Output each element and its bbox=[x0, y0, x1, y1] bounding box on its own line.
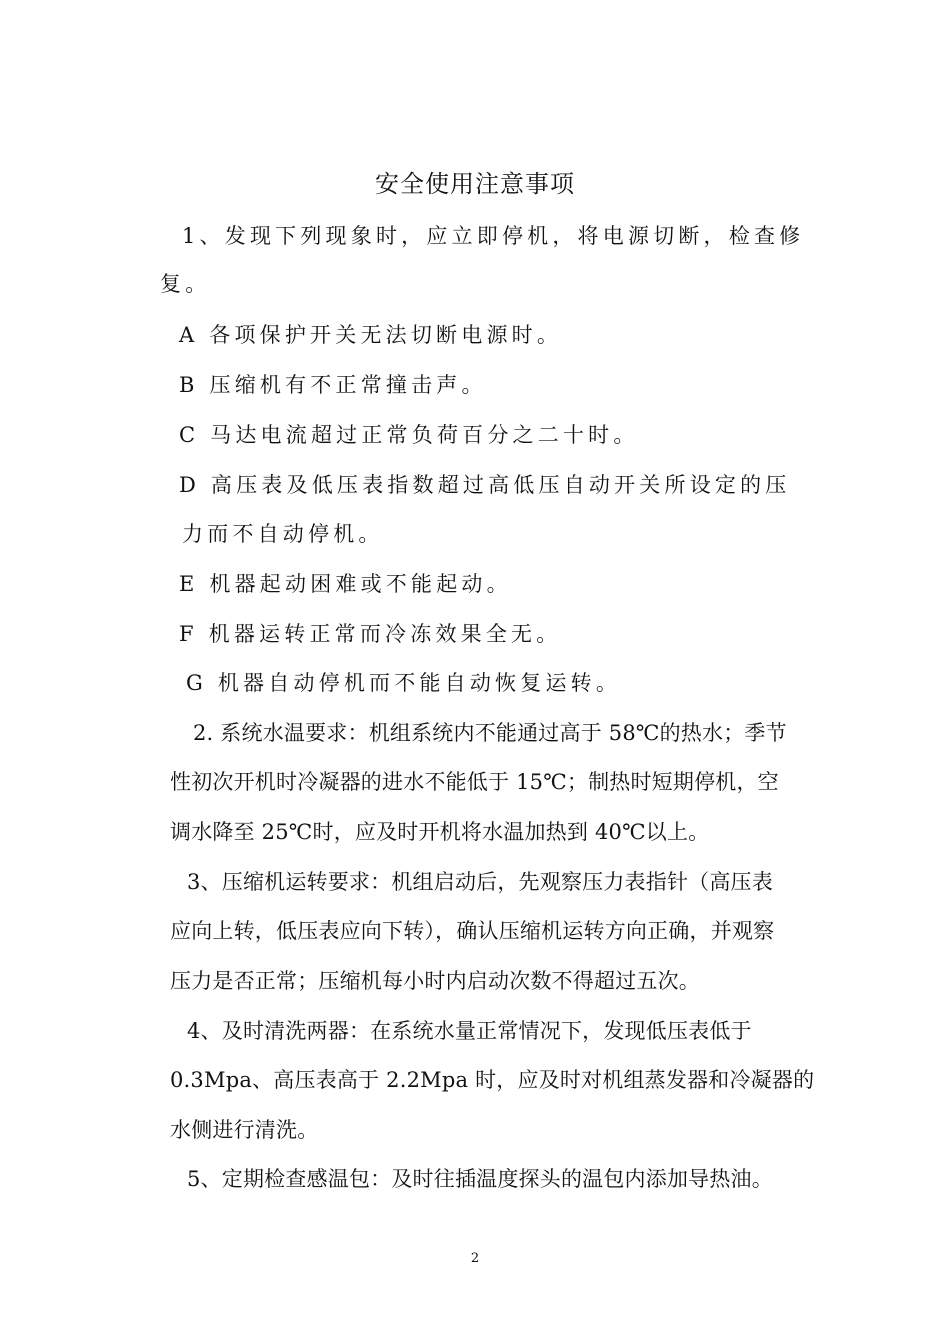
item-a: A 各项保护开关无法切断电源时。 bbox=[179, 323, 563, 347]
item-d-line-2: 力而不自动停机。 bbox=[182, 522, 384, 546]
item-2-line-2: 性初次开机时冷凝器的进水不能低于 15℃；制热时短期停机，空 bbox=[170, 770, 779, 794]
item-4-line-2: 0.3Mpa、高压表高于 2.2Mpa 时，应及时对机组蒸发器和冷凝器的 bbox=[170, 1068, 815, 1092]
item-b: B 压缩机有不正常撞击声。 bbox=[179, 373, 487, 397]
item-5: 5、定期检查感温包：及时往插温度探头的温包内添加导热油。 bbox=[187, 1167, 773, 1191]
item-g: G 机器自动停机而不能自动恢复运转。 bbox=[186, 671, 622, 695]
item-1-line-2: 复。 bbox=[160, 272, 211, 296]
item-e: E 机器起动困难或不能起动。 bbox=[179, 572, 512, 596]
item-2-line-1: 2. 系统水温要求：机组系统内不能通过高于 58℃的热水；季节 bbox=[193, 721, 787, 745]
item-2-line-3: 调水降至 25℃时，应及时开机将水温加热到 40℃以上。 bbox=[170, 820, 710, 844]
item-3-line-2: 应向上转，低压表应向下转），确认压缩机运转方向正确，并观察 bbox=[170, 919, 775, 943]
item-1-line-1: 1、发现下列现象时，应立即停机，将电源切断，检查修 bbox=[182, 224, 805, 248]
item-4-line-1: 4、及时清洗两器：在系统水量正常情况下，发现低压表低于 bbox=[187, 1019, 752, 1043]
item-3-line-3: 压力是否正常；压缩机每小时内启动次数不得超过五次。 bbox=[170, 969, 700, 993]
document-title: 安全使用注意事项 bbox=[375, 170, 575, 198]
item-c: C 马达电流超过正常负荷百分之二十时。 bbox=[179, 423, 639, 447]
item-d-line-1: D 高压表及低压表指数超过高低压自动开关所设定的压 bbox=[179, 473, 791, 497]
item-3-line-1: 3、压缩机运转要求：机组启动后，先观察压力表指针（高压表 bbox=[187, 870, 773, 894]
item-f: F 机器运转正常而冷冻效果全无。 bbox=[179, 622, 562, 646]
page-number: 2 bbox=[470, 1251, 480, 1266]
item-4-line-3: 水侧进行清洗。 bbox=[170, 1118, 319, 1142]
